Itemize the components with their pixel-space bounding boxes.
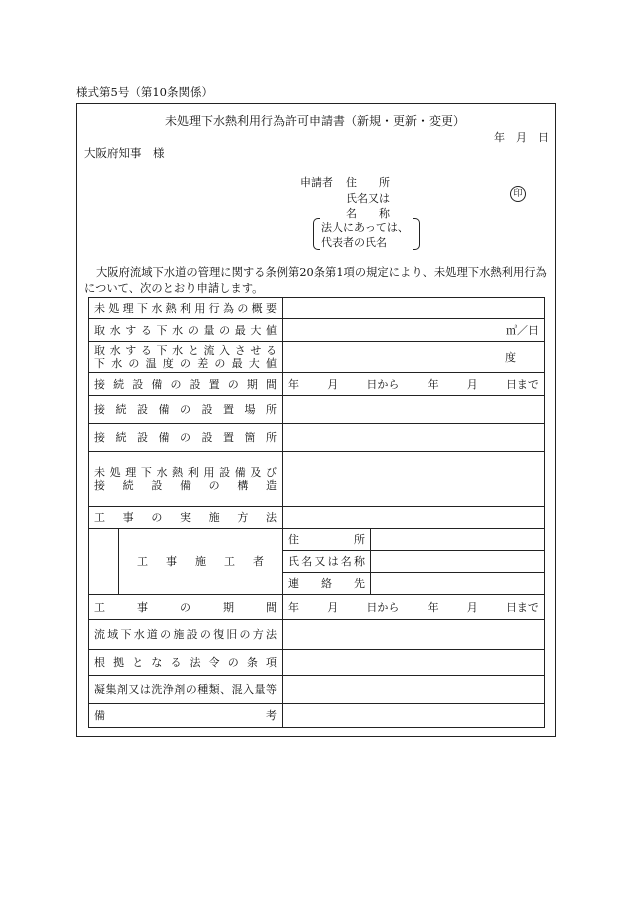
remarks-field[interactable] [283,704,545,728]
label-restoration-method: 流域下水道の施設の復旧の方法 [94,628,277,641]
construction-period-field[interactable] [283,595,545,620]
table-row [89,424,545,452]
cperiod-until: 日まで [505,601,539,614]
table-row [89,396,545,424]
period-month-end: 月 [466,378,478,391]
unit-degree: 度 [505,351,516,364]
table-row [89,373,545,396]
label-install-period: 接続設備の設置の期間 [94,377,277,391]
table-row [89,298,545,319]
contractor-name-field[interactable] [371,551,545,573]
max-intake-field[interactable] [283,319,545,342]
overview-field[interactable] [283,298,545,319]
install-period-field[interactable] [283,373,545,396]
label-contractor: 工事施工者 [137,555,264,568]
corp-note-2: 代表者の氏名 [321,236,387,249]
cperiod-month: 月 [327,601,339,614]
bracket-right [413,218,420,250]
legal-basis-field[interactable] [283,650,545,676]
cperiod-from: 日から [366,601,400,614]
label-overview: 未処理下水熱利用行為の概要 [94,301,277,315]
applicant-name-label-1: 氏名又は [346,192,390,205]
contractor-address-field[interactable] [371,529,545,551]
label-contractor-address: 住 所 [288,533,365,546]
period-month: 月 [327,378,339,391]
cperiod-year-end: 年 [427,601,439,614]
label-structure-1: 未処理下水熱利用設備及び [94,466,277,479]
label-legal-basis: 根拠となる法令の条項 [94,656,277,669]
construction-method-field[interactable] [283,507,545,529]
period-year: 年 [288,378,299,391]
table-row [89,676,545,704]
label-install-location: 接続設備の設置場所 [94,403,277,416]
applicant-name-label-2: 名 称 [346,207,390,220]
seal-mark: 印 [510,186,526,202]
table-row [89,342,545,373]
label-temp-diff-2: 下水の温度の差の最大値 [94,357,277,370]
table-row [89,529,545,551]
table-row [89,620,545,650]
period-from: 日から [366,378,400,391]
corp-note-1: 法人にあっては、 [321,221,409,234]
table-row [89,452,545,507]
cperiod-month-end: 月 [466,601,478,614]
period-until: 日まで [505,378,539,391]
label-agent-type: 凝集剤又は洗浄剤の種類、混入量等 [94,683,277,696]
form-number-label: 様式第5号（第10条関係） [76,85,213,99]
table-row [89,319,545,342]
date-field[interactable]: 年 月 日 [494,131,549,144]
addressee: 大阪府知事 様 [84,146,165,160]
form-title: 未処理下水熱利用行為許可申請書（新規・更新・変更） [164,114,465,128]
application-statement: 大阪府流域下水道の管理に関する条例第20条第1項の規定により、未処理下水熱利用行為について、次のとおり申請します。 [84,266,547,295]
install-location-field[interactable] [283,396,545,424]
structure-field[interactable] [283,452,545,507]
temp-diff-field[interactable] [283,342,545,373]
table-row [89,507,545,529]
label-install-point: 接続設備の設置箇所 [94,431,277,444]
label-construction-period: 工事の期間 [94,600,277,614]
label-structure-2: 接続設備の構造 [94,479,277,492]
label-max-intake: 取水する下水の量の最大値 [94,323,277,337]
application-table [88,297,545,728]
agent-type-field[interactable] [283,676,545,704]
table-row [89,650,545,676]
label-contractor-contact: 連絡先 [288,577,365,590]
table-row [89,595,545,620]
period-year-end: 年 [427,378,439,391]
contractor-indent [89,529,119,595]
applicant-role-label: 申請者 [300,176,333,189]
install-point-field[interactable] [283,424,545,452]
cperiod-year: 年 [288,601,299,614]
applicant-address-label: 住 所 [346,176,390,189]
bracket-left [313,218,320,250]
unit-m3-per-day: ㎥／日 [506,324,539,337]
label-remarks: 備考 [94,709,277,722]
label-contractor-name: 氏名又は名称 [288,555,365,568]
restoration-method-field[interactable] [283,620,545,650]
contractor-contact-field[interactable] [371,573,545,595]
label-construction-method: 工事の実施方法 [94,511,277,524]
label-temp-diff-1: 取水する下水と流入させる [94,344,277,357]
table-row [89,704,545,728]
